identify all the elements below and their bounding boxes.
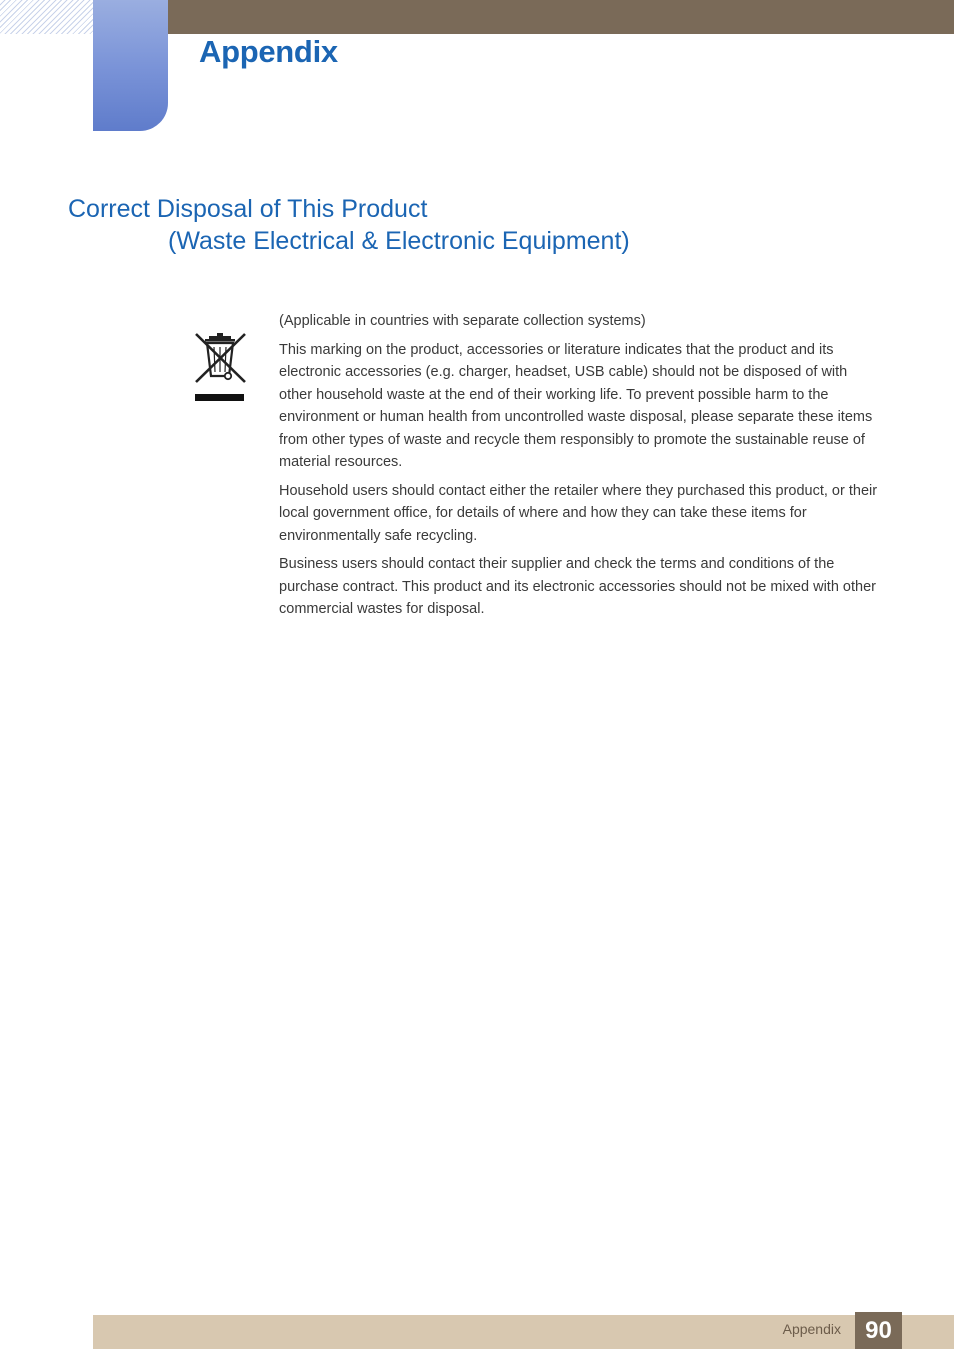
paragraph-applicability: (Applicable in countries with separate collection systems) xyxy=(279,313,646,329)
paragraph-marking: This marking on the product, accessories or literature indicates that the product and its electronic accessories (e.g. charger, headset, USB cable) should not be disposed of with other household waste at the end of their working life. To prevent possible harm to the environment or human health from uncontrolled waste disposal, please separate these items from other types of waste and recycle them responsibly to promote the sustainable reuse of material resources. xyxy=(279,341,873,470)
chapter-tab xyxy=(93,0,168,131)
paragraph-household-users: Household users should contact either the retailer where they purchased this product, or their local government office, for details of where and how they can take these items for environmentally safe recycling. xyxy=(279,482,878,544)
section-title-line1: Correct Disposal of This Product xyxy=(68,195,428,223)
chapter-title: Appendix xyxy=(199,34,338,69)
section-title-line2: (Waste Electrical & Electronic Equipment) xyxy=(168,227,630,255)
header-hatch-decoration xyxy=(0,0,93,34)
page-number: 90 xyxy=(855,1312,902,1349)
section-title xyxy=(68,193,630,257)
header-bar xyxy=(168,0,954,34)
body-text xyxy=(279,310,879,627)
footer-label: Appendix xyxy=(782,1321,841,1337)
weee-crossed-out-bin-icon xyxy=(193,330,248,404)
paragraph-business-users: Business users should contact their supplier and check the terms and conditions of the purchase contract. This product and its electronic accessories should not be mixed with other commercial wastes for disposal. xyxy=(279,556,876,617)
